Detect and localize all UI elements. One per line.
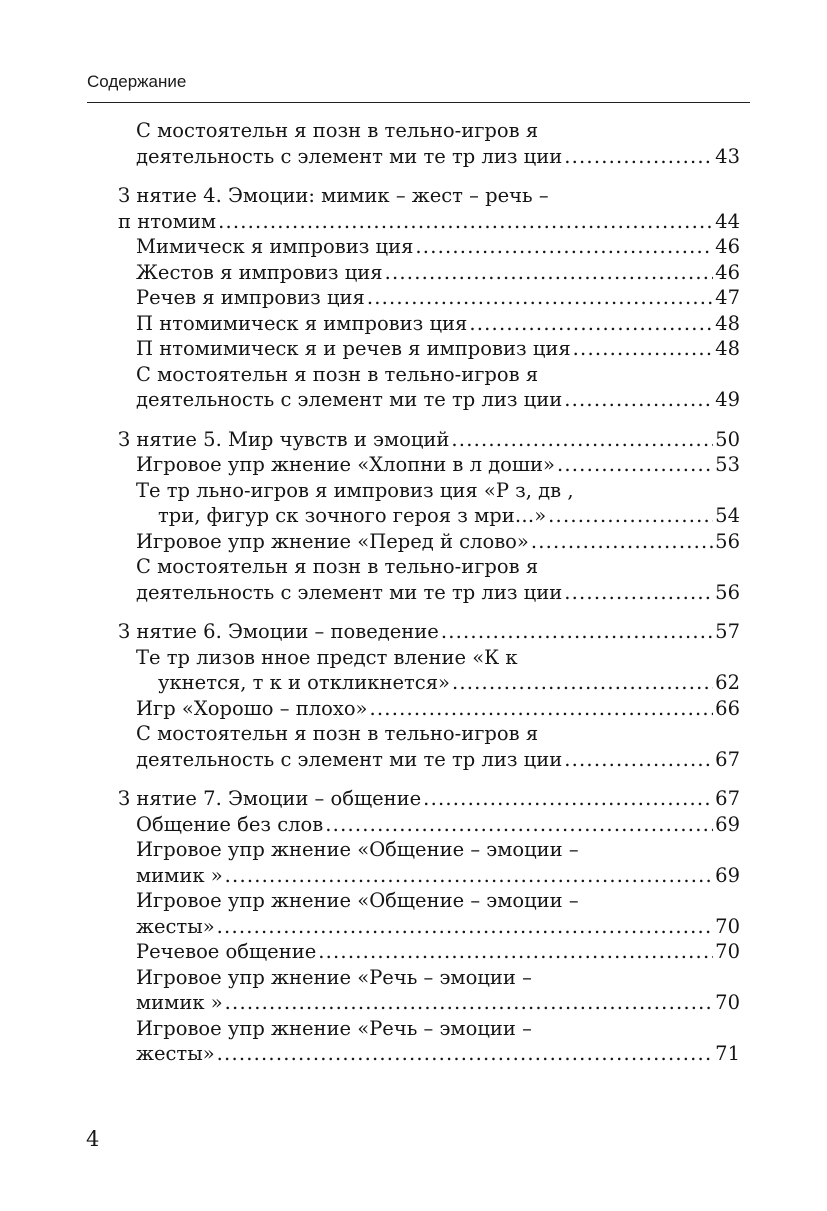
toc-entry-title: Игровое упр жнение «Общение – эмоции – xyxy=(136,838,579,861)
toc-entry-title: деятельность с элемент ми те тр лиз ции xyxy=(136,747,563,771)
toc-subentry[interactable] xyxy=(118,260,740,286)
toc-page-number: 50 xyxy=(715,427,740,451)
toc-leader-dots xyxy=(225,863,714,889)
toc-leader-dots xyxy=(469,311,713,337)
toc-leader-dots xyxy=(218,209,713,235)
toc-lesson-entry[interactable] xyxy=(118,183,740,234)
toc-leader-dots xyxy=(531,529,713,555)
toc-leader-dots xyxy=(564,144,713,170)
toc-entry-title: С мостоятельн я позн в тельно-игров я xyxy=(136,362,539,386)
toc-subentry[interactable] xyxy=(118,452,740,478)
toc-entry-title: жесты» xyxy=(136,914,215,938)
toc-subentry[interactable] xyxy=(118,645,740,696)
toc-entry-title: З нятие 7. Эмоции – общение xyxy=(118,787,422,810)
toc-leader-dots xyxy=(217,1041,714,1067)
toc-entry-title: деятельность с элемент ми те тр лиз ции xyxy=(136,580,563,604)
toc-page-number: 48 xyxy=(715,337,740,360)
toc-leader-dots xyxy=(370,696,714,722)
toc-entry-title: З нятие 4. Эмоции: мимик – жест – речь – xyxy=(118,184,549,207)
toc-entry-title: С мостоятельн я позн в тельно-игров я xyxy=(136,119,539,142)
toc-page-number: 46 xyxy=(715,235,740,258)
toc-leader-dots xyxy=(564,747,713,773)
toc-entry-title: З нятие 6. Эмоции – поведение xyxy=(118,620,439,643)
toc-subentry[interactable] xyxy=(118,1016,740,1067)
toc-entry-title: Игровое упр жнение «Перед й слово» xyxy=(136,529,529,553)
toc-page-number: 70 xyxy=(715,991,740,1014)
toc-entry-title: деятельность с элемент ми те тр лиз ции xyxy=(136,388,563,411)
toc-page-number: 66 xyxy=(715,696,740,720)
toc-subentry[interactable] xyxy=(118,888,740,939)
toc-subentry[interactable] xyxy=(118,529,740,555)
toc-lesson-entry[interactable] xyxy=(118,619,740,645)
toc-leader-dots xyxy=(564,387,713,413)
toc-subentry[interactable] xyxy=(118,362,740,413)
toc-entry-title: Игровое упр жнение «Речь – эмоции – xyxy=(136,965,532,989)
toc-entry-title: Речев я импровиз ция xyxy=(136,286,365,309)
toc-entry-title: Игр «Хорошо – плохо» xyxy=(136,696,368,720)
toc-page-number: 43 xyxy=(715,144,740,168)
toc-entry-title: Общение без слов xyxy=(136,812,324,836)
toc-entry-title: Жестов я импровиз ция xyxy=(136,260,383,284)
toc-subentry[interactable] xyxy=(118,965,740,1016)
toc-page-number: 47 xyxy=(715,286,740,309)
toc-subentry[interactable] xyxy=(118,554,740,605)
toc-entry-title: П нтомимическ я и речев я импровиз ция xyxy=(136,337,571,360)
toc-page-number: 56 xyxy=(715,529,740,553)
toc-entry-title: С мостоятельн я позн в тельно-игров я xyxy=(136,722,539,745)
header-rule xyxy=(87,102,750,103)
toc-entry-title: Те тр льно-игров я импровиз ция «Р з, дв , xyxy=(136,478,574,502)
toc-page-number: 71 xyxy=(715,1042,740,1065)
toc-entry-title: три, фигур ск зочного героя з мри…» xyxy=(158,504,547,527)
toc-leader-dots xyxy=(217,914,714,940)
toc-entry-title: Мимическ я импровиз ция xyxy=(136,235,414,258)
page-number: 4 xyxy=(86,1127,100,1151)
toc-leader-dots xyxy=(452,670,713,696)
toc-page-number: 56 xyxy=(715,580,740,604)
toc-subentry[interactable] xyxy=(118,812,740,838)
toc-page-number: 49 xyxy=(715,388,740,411)
toc-leader-dots xyxy=(423,786,713,812)
toc-subentry[interactable] xyxy=(118,285,740,311)
toc-subentry[interactable] xyxy=(118,118,740,169)
toc-entry-title: Игровое упр жнение «Хлопни в л доши» xyxy=(136,453,555,476)
toc-page-number: 54 xyxy=(715,504,740,527)
toc-entry-title: Те тр лизов нное предст вление «К к xyxy=(136,645,518,669)
toc-entry-title: З нятие 5. Мир чувств и эмоций xyxy=(118,427,450,451)
toc-leader-dots xyxy=(367,285,713,311)
toc-page-number: 48 xyxy=(715,311,740,335)
toc-leader-dots xyxy=(441,619,713,645)
toc-subentry[interactable] xyxy=(118,336,740,362)
toc-subentry[interactable] xyxy=(118,721,740,772)
toc-leader-dots xyxy=(451,427,713,453)
toc-leader-dots xyxy=(318,939,713,965)
toc-entry-title: мимик » xyxy=(136,991,223,1014)
toc-page-number: 57 xyxy=(715,620,740,643)
toc-subentry[interactable] xyxy=(118,311,740,337)
toc-leader-dots xyxy=(557,452,713,478)
toc-entry-title: мимик » xyxy=(136,863,223,887)
toc-leader-dots xyxy=(385,260,714,286)
toc-page-number: 69 xyxy=(715,812,740,836)
toc-page-number: 67 xyxy=(715,787,740,810)
toc-subentry[interactable] xyxy=(118,234,740,260)
toc-lesson-entry[interactable] xyxy=(118,786,740,812)
table-of-contents xyxy=(118,118,740,1067)
toc-entry-title: п нтомим xyxy=(118,209,217,233)
toc-entry-title: Игровое упр жнение «Речь – эмоции – xyxy=(136,1016,532,1040)
toc-page-number: 69 xyxy=(715,863,740,887)
toc-page-number: 67 xyxy=(715,747,740,771)
toc-subentry[interactable] xyxy=(118,837,740,888)
toc-entry-title: укнется, т к и откликнется» xyxy=(158,671,450,694)
toc-leader-dots xyxy=(564,580,713,606)
toc-entry-title: деятельность с элемент ми те тр лиз ции xyxy=(136,144,563,168)
toc-lesson-entry[interactable] xyxy=(118,427,740,453)
toc-leader-dots xyxy=(325,812,713,838)
toc-subentry[interactable] xyxy=(118,939,740,965)
toc-page-number: 44 xyxy=(715,209,740,233)
toc-leader-dots xyxy=(415,234,713,260)
toc-page-number: 53 xyxy=(715,453,740,476)
toc-subentry[interactable] xyxy=(118,478,740,529)
running-header: Содержание xyxy=(87,72,187,91)
toc-entry-title: П нтомимическ я импровиз ция xyxy=(136,311,468,335)
toc-page-number: 70 xyxy=(715,914,740,938)
toc-page-number: 46 xyxy=(715,260,740,284)
toc-entry-title: С мостоятельн я позн в тельно-игров я xyxy=(136,555,539,578)
toc-subentry[interactable] xyxy=(118,696,740,722)
toc-leader-dots xyxy=(225,990,714,1016)
toc-leader-dots xyxy=(548,503,713,529)
toc-entry-title: Речевое общение xyxy=(136,940,317,963)
toc-page-number: 62 xyxy=(715,671,740,694)
toc-leader-dots xyxy=(573,336,714,362)
toc-entry-title: жесты» xyxy=(136,1042,215,1065)
toc-page-number: 70 xyxy=(715,940,740,963)
toc-entry-title: Игровое упр жнение «Общение – эмоции – xyxy=(136,889,579,912)
